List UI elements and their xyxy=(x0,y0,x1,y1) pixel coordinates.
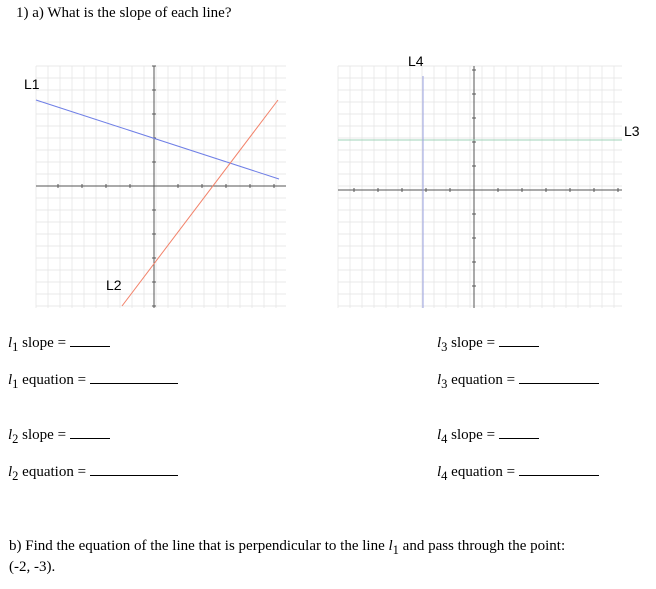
l4-slope-blank[interactable] xyxy=(499,425,539,439)
graph-left xyxy=(36,66,286,308)
l2-slope-row: $l_2$ slope = xyxy=(8,425,110,447)
l1-slope-blank[interactable] xyxy=(70,333,110,347)
l4-slope-row: $l_4$ slope = xyxy=(437,425,539,447)
label-l4: L4 xyxy=(408,53,424,69)
line-l2 xyxy=(122,100,278,306)
l1-equation-row: $l_1$ equation = xyxy=(8,370,178,392)
question-a: 1) a) What is the slope of each line? xyxy=(16,5,232,21)
l1-equation-blank[interactable] xyxy=(90,370,178,384)
l4-equation-blank[interactable] xyxy=(519,462,599,476)
l3-slope-blank[interactable] xyxy=(499,333,539,347)
l4-equation-row: $l_4$ equation = xyxy=(437,462,599,484)
l2-equation-row: $l_2$ equation = xyxy=(8,462,178,484)
l3-slope-row: $l_3$ slope = xyxy=(437,333,539,355)
l3-equation-row: $l_3$ equation = xyxy=(437,370,599,392)
l2-slope-blank[interactable] xyxy=(70,425,110,439)
l1-slope-row: $l_1$ slope = xyxy=(8,333,110,355)
label-l1: L1 xyxy=(24,76,40,92)
l2-equation-blank[interactable] xyxy=(90,462,178,476)
line-l1 xyxy=(36,100,279,179)
graph-right xyxy=(338,66,622,308)
label-l2: L2 xyxy=(106,277,122,293)
question-b: b) Find the equation of the line that is perpendicular to the line $l_1$ and pass through the point: (-2, -3). xyxy=(9,538,566,575)
l3-equation-blank[interactable] xyxy=(519,370,599,384)
label-l3: L3 xyxy=(624,123,640,139)
